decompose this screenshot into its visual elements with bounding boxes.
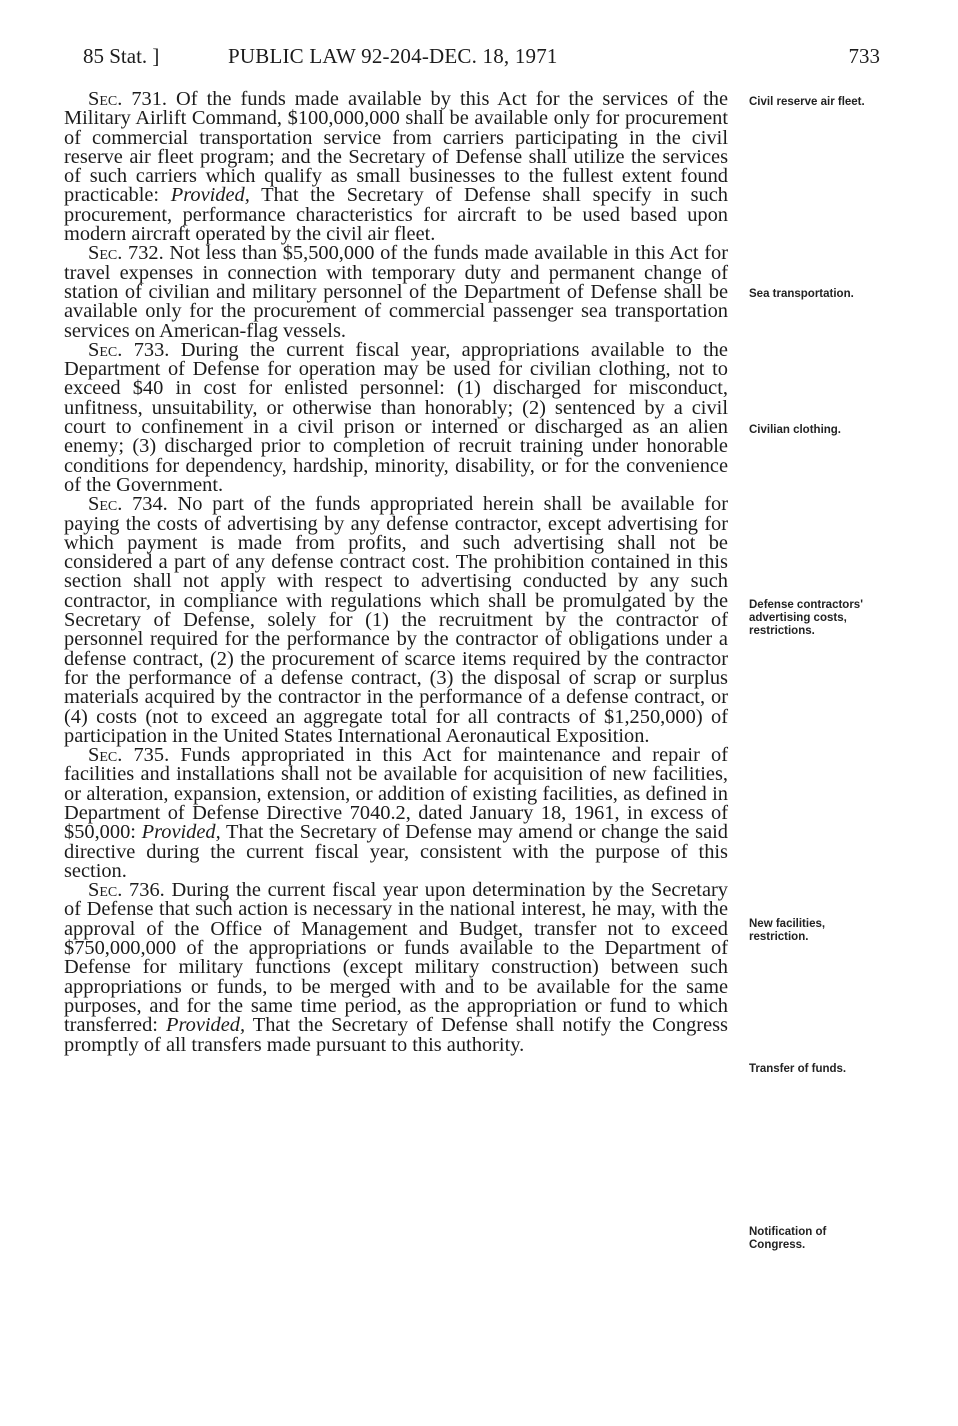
- section-text: Not less than $5,500,000 of the funds made available in this Act for travel expenses in connection with temporary duty and permanent change of station of civilian and military personnel of the Department of Defense shall be available only for the procurement of commercial passenger sea transportation services on American-flag vessels.: [64, 242, 728, 342]
- section-text: During the current fiscal year, appropriations available to the Department of Defense for operation may be used for civilian clothing, not to exceed $40 in cost for enlisted personnel: (1) discharged for misconduct, unfitness, unsuitability, or otherwise than honorably; (2) sentenced by a civil court to confinement in a civil prison or interned or discharged as an alien enemy; (3) discharged prior to completion of recruit training under honorable conditions for dependency, hardship, minority, disability, or for the convenience of the Government.: [64, 338, 728, 496]
- margin-note-notification-congress: Notification of Congress.: [749, 1226, 827, 1251]
- proviso-word: Provided,: [170, 184, 250, 207]
- section-text-continued: That the Secretary of Defense shall specify in such procurement, performance characteristics for aircraft to be used based upon modern aircraft operated by the civil air fleet.: [64, 184, 728, 246]
- section-label: Sec. 732.: [88, 242, 164, 265]
- section-label: Sec. 734.: [88, 493, 168, 516]
- proviso-word: Provided,: [141, 821, 221, 844]
- section-label: Sec. 736.: [88, 879, 165, 902]
- section-text: No part of the funds appropriated herein shall be available for paying the costs of advertising by any defense contractor, except advertising for which payment is made from profits, and such advertising shall not be considered a part of any defense contract cost. The prohibition contained in this section shall not apply with respect to advertising conducted by any such contractor, in compliance with regulations which shall be promulgated by the Secretary of Defense, solely for (1) the recruitment by the contractor of personnel required for the performance by the contractor of obligations under a defense contract, (2) the procurement of scarce items required by the contractor for the performance of a defense contract, (3) the disposal of scrap or surplus materials acquired by the contractor in the performance of a defense contract, or (4) costs (not to exceed an aggregate total for all contracts of $1,250,000) of participation in the United States International Aeronautical Exposition.: [64, 493, 728, 747]
- section-735: [64, 746, 728, 881]
- page-title: PUBLIC LAW 92-204-DEC. 18, 1971: [228, 44, 558, 68]
- section-text: During the current fiscal year upon determination by the Secretary of Defense that such action is necessary in the national interest, he may, with the approval of the Office of Management and Budget, transfer not to exceed $750,000,000 of the appropriations or funds available to the Department of Defense for military functions (except military construction) between such appropriations or funds, to be merged with and to be available for the same purposes, and for the same time period, as the appropriation or fund to which transferred:: [64, 879, 728, 1037]
- section-736: [64, 881, 728, 1055]
- section-text-continued: That the Secretary of Defense may amend or change the said directive during the current fiscal year, consistent with the purpose of this section.: [64, 821, 728, 882]
- section-text-continued: That the Secretary of Defense shall notify the Congress promptly of all transfers made pursuant to this authority.: [64, 1014, 728, 1056]
- margin-note-transfer-funds: Transfer of funds.: [749, 1063, 847, 1075]
- body-text: [64, 90, 728, 1055]
- margin-note-new-facilities: New facilities, restriction.: [749, 918, 826, 943]
- section-text: Of the funds made available by this Act for the services of the Military Airlift Command, $100,000,000 shall be available only for procurement of commercial transportation service from carriers participating in the civil reserve air fleet program; and the Secretary of Defense shall utilize the services of such carriers which qualify as small businesses to the fullest extent found practicable:: [64, 88, 729, 207]
- page-number: 733: [848, 44, 880, 68]
- section-732: [64, 244, 728, 340]
- margin-note-civilian-clothing: Civilian clothing.: [749, 424, 842, 436]
- section-label: Sec. 731.: [88, 88, 168, 110]
- section-731: [64, 90, 728, 244]
- running-header: [83, 44, 880, 74]
- section-734: [64, 495, 728, 746]
- section-label: Sec. 733.: [88, 338, 170, 361]
- section-733: [64, 338, 728, 496]
- proviso-word: Provided,: [166, 1014, 246, 1037]
- margin-note-defense-advertising: Defense contractors' advertising costs, restrictions.: [749, 599, 863, 637]
- section-text: Funds appropriated in this Act for maintenance and repair of facilities and installations shall not be available for acquisition of new facilities, or alteration, expansion, extension, or addition of existing facilities, as defined in Department of Defense Directive 7040.2, dated January 18, 1961, in excess of $50,000:: [64, 744, 728, 844]
- margin-note-civil-reserve: Civil reserve air fleet.: [749, 96, 865, 108]
- statute-reference: 85 Stat. ]: [83, 44, 160, 68]
- margin-note-sea-transportation: Sea transportation.: [749, 288, 854, 300]
- section-label: Sec. 735.: [88, 744, 170, 767]
